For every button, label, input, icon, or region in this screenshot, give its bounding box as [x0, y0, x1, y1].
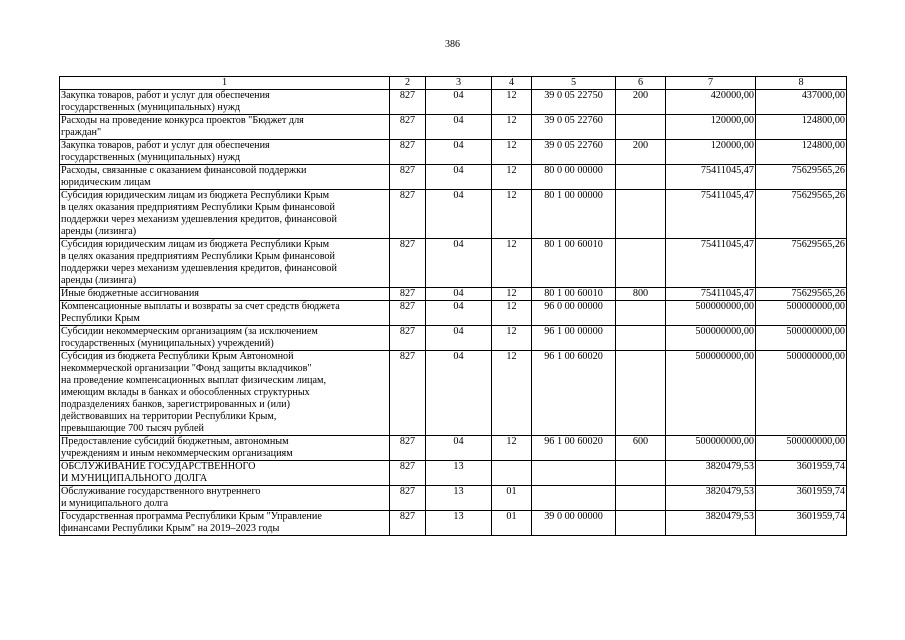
subsection-code: 01 — [492, 511, 532, 536]
item-name: Субсидии некоммерческим организациям (за исключением государственных (муниципальных) учреждений) — [60, 326, 390, 351]
expense-type: 200 — [616, 90, 666, 115]
table-row — [60, 90, 847, 115]
expense-type — [616, 486, 666, 511]
amount-col7: 3820479,53 — [666, 486, 756, 511]
table-header — [60, 77, 847, 90]
item-name: Субсидия юридическим лицам из бюджета Республики Крым в целях оказания предприятиям Республики Крым финансовой поддержки через механизм удешевления кредитов, финансовой аренды (лизинга) — [60, 190, 390, 239]
amount-col8: 124800,00 — [756, 140, 847, 165]
expense-type: 600 — [616, 436, 666, 461]
amount-col8: 75629565,26 — [756, 239, 847, 288]
expense-type — [616, 301, 666, 326]
table-row — [60, 165, 847, 190]
section-code: 13 — [426, 511, 492, 536]
subsection-code: 12 — [492, 326, 532, 351]
expense-type: 200 — [616, 140, 666, 165]
item-name: Закупка товаров, работ и услуг для обеспечения государственных (муниципальных) нужд — [60, 140, 390, 165]
amount-col8: 500000000,00 — [756, 301, 847, 326]
target-code: 80 1 00 60010 — [532, 239, 616, 288]
target-code: 39 0 00 00000 — [532, 511, 616, 536]
amount-col7: 75411045,47 — [666, 288, 756, 301]
section-code: 13 — [426, 486, 492, 511]
header-cell: 4 — [492, 77, 532, 90]
section-code: 04 — [426, 90, 492, 115]
subsection-code: 12 — [492, 436, 532, 461]
subsection-code: 12 — [492, 351, 532, 436]
section-code: 04 — [426, 140, 492, 165]
amount-col8: 3601959,74 — [756, 511, 847, 536]
table-row — [60, 140, 847, 165]
admin-code: 827 — [390, 165, 426, 190]
table-row — [60, 436, 847, 461]
amount-col7: 420000,00 — [666, 90, 756, 115]
admin-code: 827 — [390, 301, 426, 326]
table-row — [60, 511, 847, 536]
admin-code: 827 — [390, 115, 426, 140]
amount-col7: 120000,00 — [666, 140, 756, 165]
item-name: Субсидия из бюджета Республики Крым Автономной некоммерческой организации "Фонд защиты вкладчиков" на проведение компенсационных выплат физическим лицам, имеющим вклады в банках и обособленных структурных подразделениях банков, зарегистрированных и (или) действовавших на территории Республики Крым, превышающие 700 тысяч рублей — [60, 351, 390, 436]
admin-code: 827 — [390, 436, 426, 461]
item-name: ОБСЛУЖИВАНИЕ ГОСУДАРСТВЕННОГО И МУНИЦИПАЛЬНОГО ДОЛГА — [60, 461, 390, 486]
subsection-code: 12 — [492, 301, 532, 326]
amount-col8: 75629565,26 — [756, 190, 847, 239]
amount-col7: 500000000,00 — [666, 301, 756, 326]
admin-code: 827 — [390, 326, 426, 351]
expense-type — [616, 239, 666, 288]
table-row — [60, 288, 847, 301]
subsection-code: 12 — [492, 140, 532, 165]
section-code: 04 — [426, 351, 492, 436]
amount-col7: 75411045,47 — [666, 190, 756, 239]
target-code: 96 1 00 60020 — [532, 436, 616, 461]
admin-code: 827 — [390, 486, 426, 511]
target-code: 39 0 05 22750 — [532, 90, 616, 115]
table-row — [60, 351, 847, 436]
item-name: Предоставление субсидий бюджетным, автономным учреждениям и иным некоммерческим организациям — [60, 436, 390, 461]
section-code: 04 — [426, 239, 492, 288]
expense-type: 800 — [616, 288, 666, 301]
item-name: Обслуживание государственного внутреннего и муниципального долга — [60, 486, 390, 511]
target-code: 80 0 00 00000 — [532, 165, 616, 190]
subsection-code: 12 — [492, 190, 532, 239]
header-cell: 3 — [426, 77, 492, 90]
header-cell: 6 — [616, 77, 666, 90]
admin-code: 827 — [390, 90, 426, 115]
section-code: 04 — [426, 326, 492, 351]
admin-code: 827 — [390, 511, 426, 536]
amount-col8: 75629565,26 — [756, 165, 847, 190]
amount-col8: 3601959,74 — [756, 486, 847, 511]
amount-col7: 75411045,47 — [666, 239, 756, 288]
amount-col7: 120000,00 — [666, 115, 756, 140]
section-code: 04 — [426, 165, 492, 190]
table-row — [60, 115, 847, 140]
target-code: 96 1 00 60020 — [532, 351, 616, 436]
subsection-code: 12 — [492, 239, 532, 288]
budget-table — [59, 76, 847, 536]
header-row — [60, 77, 847, 90]
amount-col8: 437000,00 — [756, 90, 847, 115]
expense-type — [616, 115, 666, 140]
expense-type — [616, 190, 666, 239]
amount-col7: 75411045,47 — [666, 165, 756, 190]
admin-code: 827 — [390, 140, 426, 165]
target-code: 39 0 05 22760 — [532, 140, 616, 165]
admin-code: 827 — [390, 239, 426, 288]
subsection-code: 12 — [492, 165, 532, 190]
admin-code: 827 — [390, 461, 426, 486]
amount-col8: 500000000,00 — [756, 436, 847, 461]
table-row — [60, 461, 847, 486]
item-name: Иные бюджетные ассигнования — [60, 288, 390, 301]
header-cell: 5 — [532, 77, 616, 90]
section-code: 04 — [426, 301, 492, 326]
subsection-code: 12 — [492, 115, 532, 140]
table-row — [60, 239, 847, 288]
item-name: Расходы на проведение конкурса проектов "Бюджет для граждан" — [60, 115, 390, 140]
expense-type — [616, 511, 666, 536]
item-name: Компенсационные выплаты и возвраты за счет средств бюджета Республики Крым — [60, 301, 390, 326]
table-row — [60, 190, 847, 239]
admin-code: 827 — [390, 190, 426, 239]
amount-col7: 3820479,53 — [666, 461, 756, 486]
header-cell: 1 — [60, 77, 390, 90]
amount-col8: 75629565,26 — [756, 288, 847, 301]
admin-code: 827 — [390, 288, 426, 301]
header-cell: 8 — [756, 77, 847, 90]
target-code: 80 1 00 00000 — [532, 190, 616, 239]
expense-type — [616, 165, 666, 190]
subsection-code: 12 — [492, 90, 532, 115]
item-name: Расходы, связанные с оказанием финансовой поддержки юридическим лицам — [60, 165, 390, 190]
amount-col7: 500000000,00 — [666, 326, 756, 351]
amount-col8: 124800,00 — [756, 115, 847, 140]
section-code: 04 — [426, 436, 492, 461]
amount-col8: 3601959,74 — [756, 461, 847, 486]
target-code — [532, 461, 616, 486]
section-code: 04 — [426, 190, 492, 239]
subsection-code — [492, 461, 532, 486]
table-row — [60, 301, 847, 326]
header-cell: 2 — [390, 77, 426, 90]
table-body — [60, 90, 847, 536]
expense-type — [616, 326, 666, 351]
admin-code: 827 — [390, 351, 426, 436]
target-code: 96 1 00 00000 — [532, 326, 616, 351]
amount-col8: 500000000,00 — [756, 351, 847, 436]
item-name: Государственная программа Республики Крым "Управление финансами Республики Крым" на 2019–2023 годы — [60, 511, 390, 536]
amount-col7: 3820479,53 — [666, 511, 756, 536]
section-code: 13 — [426, 461, 492, 486]
item-name: Субсидия юридическим лицам из бюджета Республики Крым в целях оказания предприятиям Республики Крым финансовой поддержки через механизм удешевления кредитов, финансовой аренды (лизинга) — [60, 239, 390, 288]
table-row — [60, 486, 847, 511]
amount-col8: 500000000,00 — [756, 326, 847, 351]
target-code — [532, 486, 616, 511]
amount-col7: 500000000,00 — [666, 351, 756, 436]
amount-col7: 500000000,00 — [666, 436, 756, 461]
expense-type — [616, 461, 666, 486]
subsection-code: 01 — [492, 486, 532, 511]
target-code: 39 0 05 22760 — [532, 115, 616, 140]
section-code: 04 — [426, 288, 492, 301]
page-number: 386 — [445, 39, 460, 50]
expense-type — [616, 351, 666, 436]
item-name: Закупка товаров, работ и услуг для обеспечения государственных (муниципальных) нужд — [60, 90, 390, 115]
target-code: 96 0 00 00000 — [532, 301, 616, 326]
section-code: 04 — [426, 115, 492, 140]
target-code: 80 1 00 60010 — [532, 288, 616, 301]
table-row — [60, 326, 847, 351]
header-cell: 7 — [666, 77, 756, 90]
subsection-code: 12 — [492, 288, 532, 301]
